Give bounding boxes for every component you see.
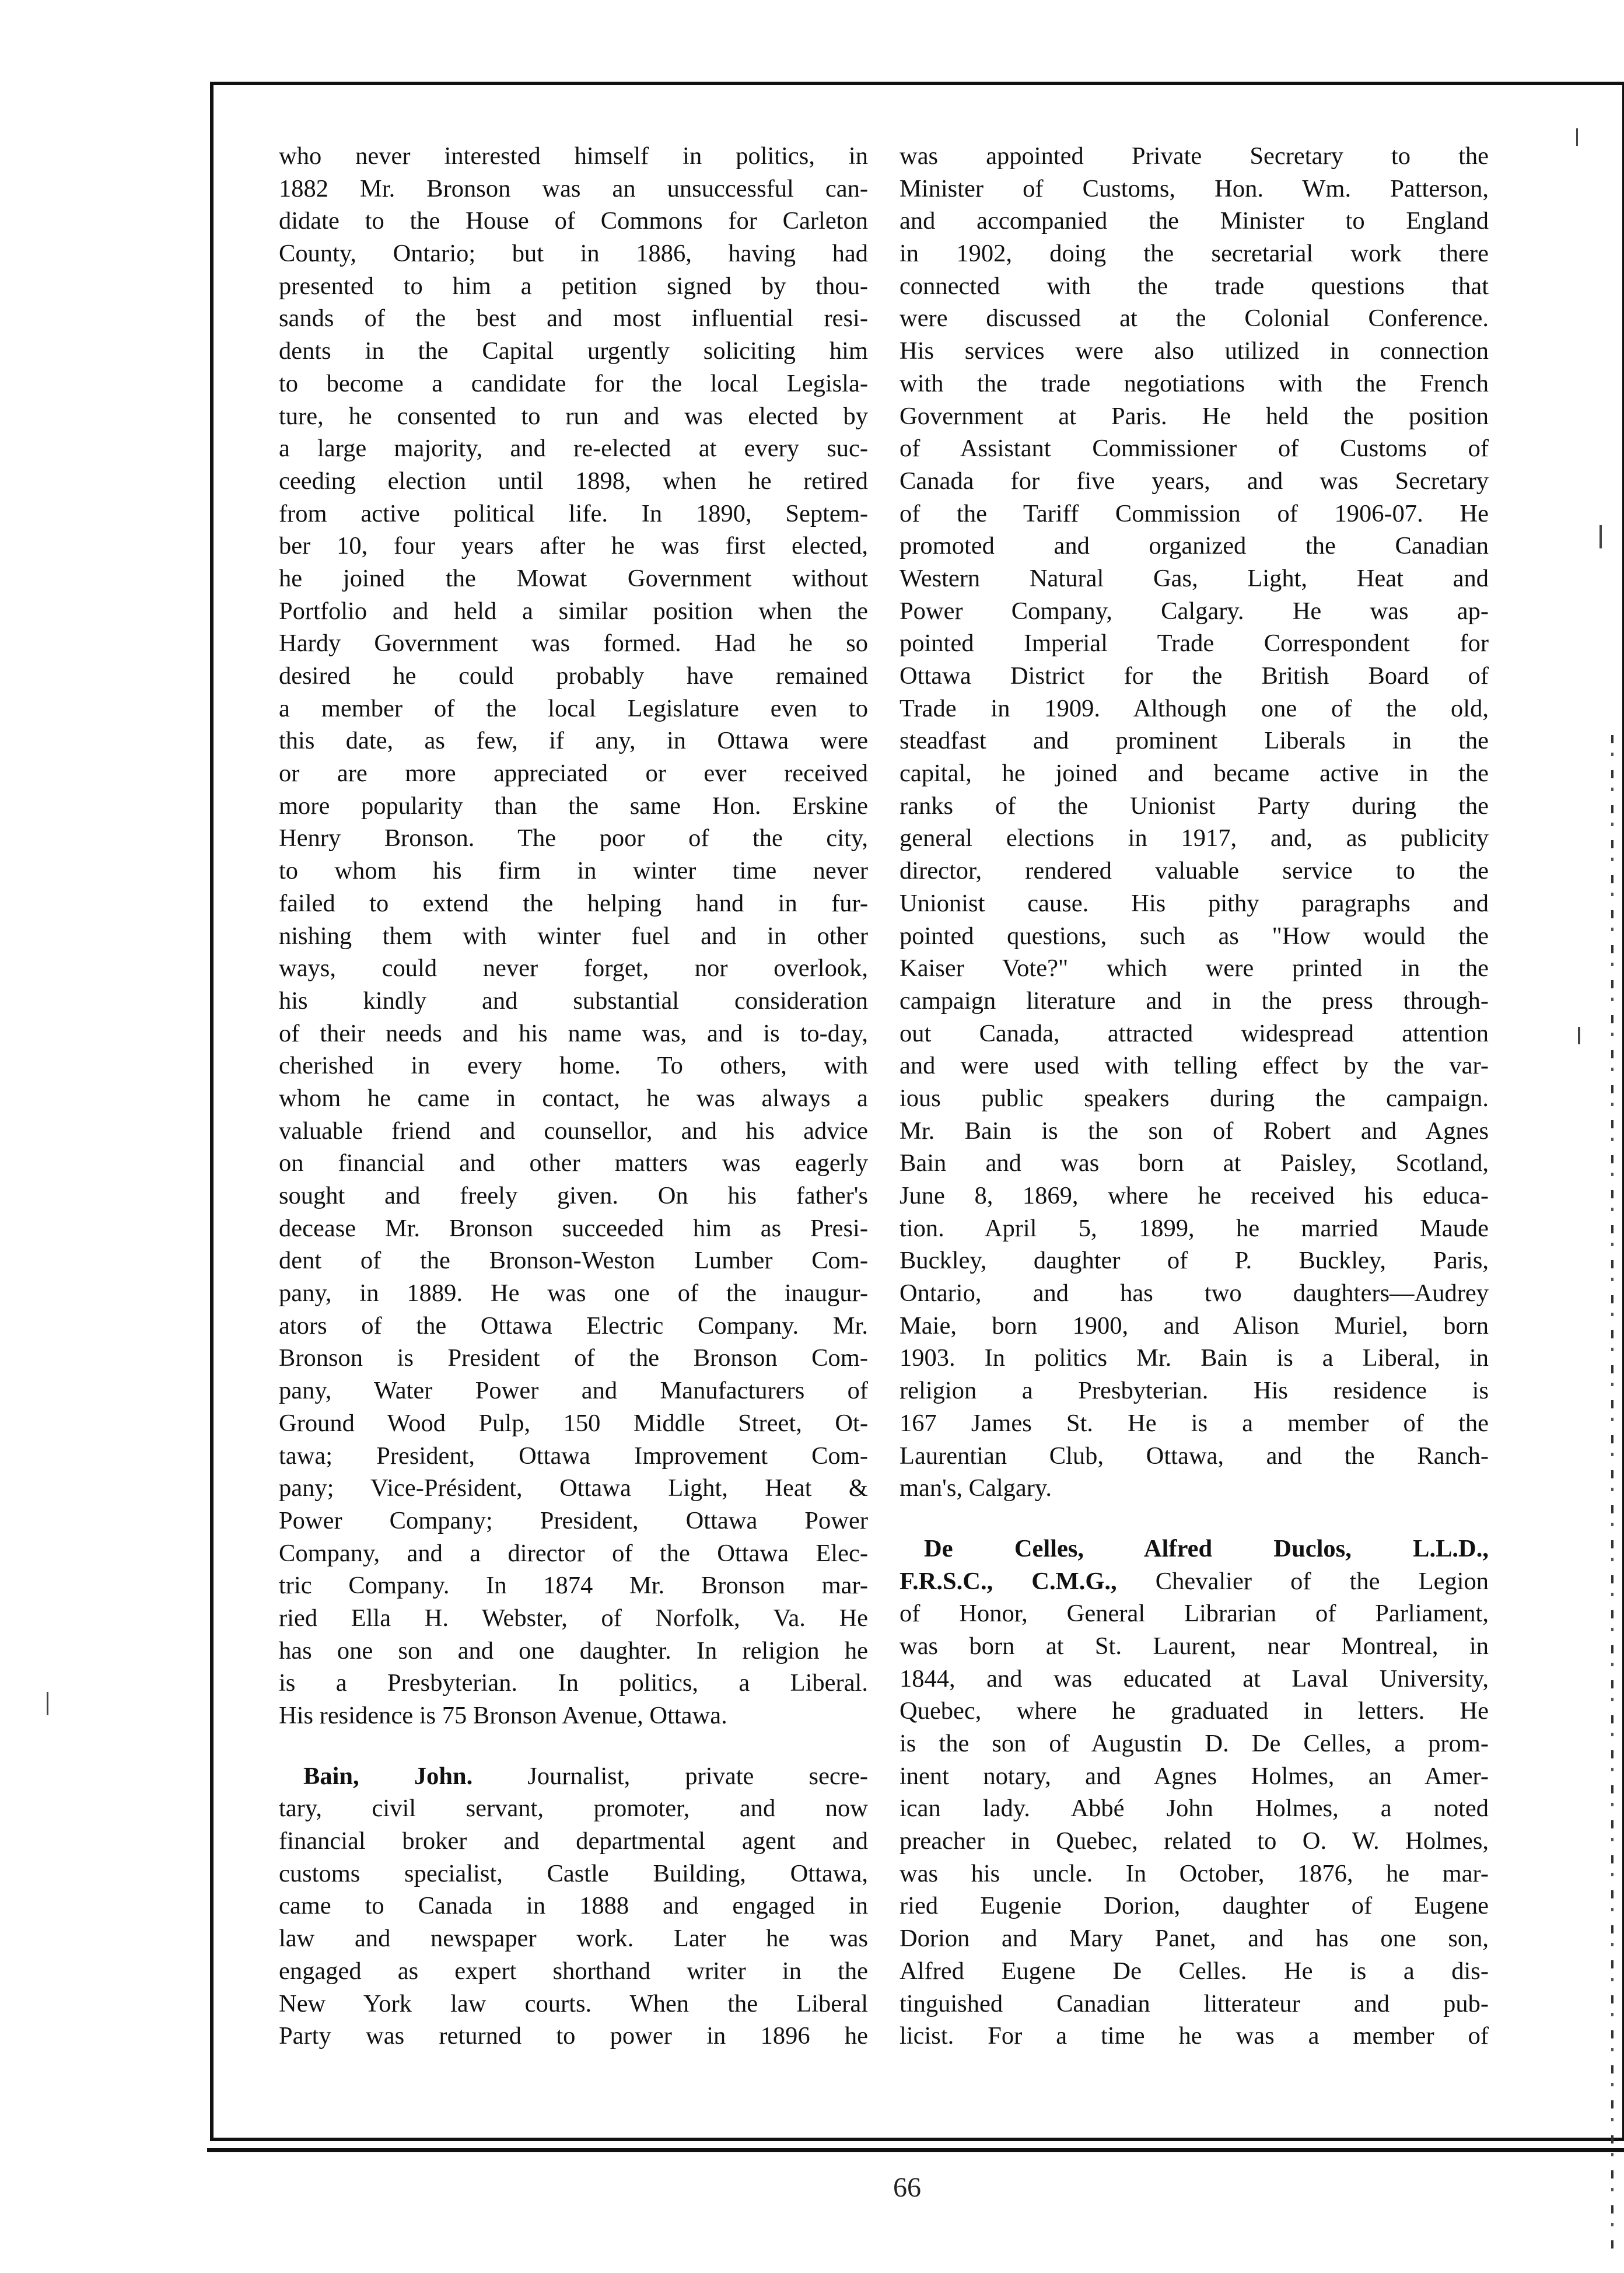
text-line: who never interested himself in politics, in <box>279 142 868 170</box>
scan-mark <box>1576 128 1578 146</box>
text-line: Alfred Eugene De Celles. He is a dis- <box>900 1957 1489 1985</box>
text-line: Canada for five years, and was Secretary <box>900 467 1489 495</box>
text-line: nishing them with winter fuel and in other <box>279 922 868 950</box>
text-line: whom he came in contact, he was always a <box>279 1084 868 1112</box>
paragraph-gap <box>279 1732 868 1760</box>
text-line: man's, Calgary. <box>900 1474 1052 1502</box>
text-line: Portfolio and held a similar position when the <box>279 597 868 625</box>
text-line: cherished in every home. To others, with <box>279 1052 868 1080</box>
text-line: pany, in 1889. He was one of the inaugur- <box>279 1279 868 1307</box>
right-column <box>900 140 1489 2052</box>
entry-text: Journalist, private secre- <box>473 1762 868 1790</box>
entry-heading-bain <box>279 1760 868 1793</box>
text-line: Party was returned to power in 1896 he <box>279 2022 868 2050</box>
text-line: tawa; President, Ottawa Improvement Com- <box>279 1442 868 1470</box>
text-line: pointed Imperial Trade Correspondent for <box>900 630 1489 658</box>
text-line: campaign literature and in the press through- <box>900 987 1489 1015</box>
text-line: Western Natural Gas, Light, Heat and <box>900 564 1489 592</box>
text-line: inent notary, and Agnes Holmes, an Amer- <box>900 1762 1489 1790</box>
text-line: tinguished Canadian litterateur and pub- <box>900 1989 1489 2017</box>
text-line: ture, he consented to run and was elected by <box>279 402 868 430</box>
text-line: tary, civil servant, promoter, and now <box>279 1795 868 1823</box>
bottom-rule <box>207 2148 1624 2152</box>
text-line: steadfast and prominent Liberals in the <box>900 727 1489 755</box>
text-line: Hardy Government was formed. Had he so <box>279 630 868 658</box>
text-line: 1882 Mr. Bronson was an unsuccessful can- <box>279 174 868 202</box>
text-line: promoted and organized the Canadian <box>900 532 1489 560</box>
text-line: dents in the Capital urgently soliciting him <box>279 337 868 365</box>
paragraph-gap <box>900 1505 1489 1533</box>
text-line: and were used with telling effect by the var- <box>900 1052 1489 1080</box>
text-line: preacher in Quebec, related to O. W. Holmes, <box>900 1827 1489 1855</box>
text-line: His services were also utilized in connection <box>900 337 1489 365</box>
text-line: County, Ontario; but in 1886, having had <box>279 240 868 268</box>
text-line: decease Mr. Bronson succeeded him as Presi- <box>279 1214 868 1242</box>
text-line: on financial and other matters was eagerly <box>279 1149 868 1177</box>
text-line: religion a Presbyterian. His residence is <box>900 1377 1489 1405</box>
text-line: pointed questions, such as "How would the <box>900 922 1489 950</box>
text-line: ber 10, four years after he was first elected, <box>279 532 868 560</box>
text-line: with the trade negotiations with the French <box>900 369 1489 397</box>
text-line: and accompanied the Minister to England <box>900 207 1489 235</box>
entry-name: De Celles, Alfred Duclos, L.L.D., <box>924 1534 1489 1562</box>
text-line: has one son and one daughter. In religion he <box>279 1636 868 1664</box>
text-line: ceeding election until 1898, when he retired <box>279 467 868 495</box>
text-line: Buckley, daughter of P. Buckley, Paris, <box>900 1247 1489 1275</box>
text-line: His residence is 75 Bronson Avenue, Ottawa. <box>279 1702 727 1729</box>
text-line: Kaiser Vote?" which were printed in the <box>900 954 1489 982</box>
text-line: Power Company, Calgary. He was ap- <box>900 597 1489 625</box>
text-line: tion. April 5, 1899, he married Maude <box>900 1214 1489 1242</box>
text-line: is a Presbyterian. In politics, a Liberal. <box>279 1669 868 1697</box>
text-line: of the Tariff Commission of 1906-07. He <box>900 499 1489 527</box>
text-line: presented to him a petition signed by thou- <box>279 272 868 300</box>
text-line: dent of the Bronson-Weston Lumber Com- <box>279 1247 868 1275</box>
text-line: Unionist cause. His pithy paragraphs and <box>900 889 1489 917</box>
text-line: Quebec, where he graduated in letters. He <box>900 1697 1489 1725</box>
text-line: 167 James St. He is a member of the <box>900 1409 1489 1437</box>
text-line: ious public speakers during the campaign. <box>900 1084 1489 1112</box>
text-line: Dorion and Mary Panet, and has one son, <box>900 1925 1489 1953</box>
text-line: pany, Water Power and Manufacturers of <box>279 1377 868 1405</box>
text-line: didate to the House of Commons for Carleton <box>279 207 868 235</box>
text-line: were discussed at the Colonial Conference. <box>900 305 1489 333</box>
text-line: to become a candidate for the local Legisla- <box>279 369 868 397</box>
entry-name: Bain, John. <box>303 1762 473 1790</box>
text-line: licist. For a time he was a member of <box>900 2022 1489 2050</box>
text-line: Bronson is President of the Bronson Com- <box>279 1344 868 1372</box>
text-line: New York law courts. When the Liberal <box>279 1989 868 2017</box>
text-line: is the son of Augustin D. De Celles, a prom- <box>900 1730 1489 1757</box>
text-line: Maie, born 1900, and Alison Muriel, born <box>900 1312 1489 1340</box>
text-line: director, rendered valuable service to the <box>900 857 1489 885</box>
text-line: ways, could never forget, nor overlook, <box>279 954 868 982</box>
text-line: Power Company; President, Ottawa Power <box>279 1506 868 1534</box>
text-line: law and newspaper work. Later he was <box>279 1925 868 1953</box>
text-line: pany; Vice-Président, Ottawa Light, Heat & <box>279 1474 868 1502</box>
text-line: 1903. In politics Mr. Bain is a Liberal, in <box>900 1344 1489 1372</box>
text-line: to whom his firm in winter time never <box>279 857 868 885</box>
text-line: failed to extend the helping hand in fur- <box>279 889 868 917</box>
text-line: out Canada, attracted widespread attention <box>900 1019 1489 1047</box>
entry-heading-decelles-cont <box>900 1565 1489 1598</box>
text-line: Mr. Bain is the son of Robert and Agnes <box>900 1117 1489 1145</box>
text-line: ried Eugenie Dorion, daughter of Eugene <box>900 1892 1489 1920</box>
text-line: in 1902, doing the secretarial work there <box>900 240 1489 268</box>
text-line: Minister of Customs, Hon. Wm. Patterson, <box>900 174 1489 202</box>
text-line: sought and freely given. On his father's <box>279 1182 868 1209</box>
text-line: he joined the Mowat Government without <box>279 564 868 592</box>
text-line: sands of the best and most influential resi- <box>279 305 868 333</box>
text-line: was his uncle. In October, 1876, he mar- <box>900 1859 1489 1887</box>
text-line: June 8, 1869, where he received his educa- <box>900 1182 1489 1209</box>
text-line: connected with the trade questions that <box>900 272 1489 300</box>
text-line: Laurentian Club, Ottawa, and the Ranch- <box>900 1442 1489 1470</box>
text-line: Ground Wood Pulp, 150 Middle Street, Ot- <box>279 1409 868 1437</box>
entry-name: F.R.S.C., C.M.G., <box>900 1567 1117 1595</box>
text-line: was appointed Private Secretary to the <box>900 142 1489 170</box>
text-line: Bain and was born at Paisley, Scotland, <box>900 1149 1489 1177</box>
text-line: 1844, and was educated at Laval University, <box>900 1664 1489 1692</box>
entry-text: Chevalier of the Legion <box>1116 1567 1489 1595</box>
text-line: of Honor, General Librarian of Parliament, <box>900 1600 1489 1628</box>
text-line: Ottawa District for the British Board of <box>900 662 1489 690</box>
text-line: capital, he joined and became active in the <box>900 760 1489 788</box>
text-line: was born at St. Laurent, near Montreal, in <box>900 1632 1489 1660</box>
text-line: came to Canada in 1888 and engaged in <box>279 1892 868 1920</box>
text-line: a large majority, and re-elected at every suc- <box>279 435 868 463</box>
scan-mark <box>47 1692 48 1715</box>
text-line: Trade in 1909. Although one of the old, <box>900 694 1489 722</box>
text-line: or are more appreciated or ever received <box>279 760 868 788</box>
text-line: valuable friend and counsellor, and his advice <box>279 1117 868 1145</box>
text-line: customs specialist, Castle Building, Ottawa, <box>279 1859 868 1887</box>
left-column <box>279 140 868 2052</box>
text-line: ranks of the Unionist Party during the <box>900 792 1489 820</box>
text-line: a member of the local Legislature even to <box>279 694 868 722</box>
text-line: financial broker and departmental agent and <box>279 1827 868 1855</box>
text-line: more popularity than the same Hon. Erskine <box>279 792 868 820</box>
entry-heading-decelles <box>900 1533 1489 1565</box>
scan-mark <box>1600 525 1602 548</box>
scan-mark <box>1578 1027 1580 1044</box>
text-line: tric Company. In 1874 Mr. Bronson mar- <box>279 1572 868 1600</box>
text-line: desired he could probably have remained <box>279 662 868 690</box>
scan-edge-artifact <box>1611 735 1614 2252</box>
text-line: of Assistant Commissioner of Customs of <box>900 435 1489 463</box>
text-line: Ontario, and has two daughters—Audrey <box>900 1279 1489 1307</box>
text-line: ators of the Ottawa Electric Company. Mr. <box>279 1312 868 1340</box>
text-line: from active political life. In 1890, Septem- <box>279 499 868 527</box>
text-line: this date, as few, if any, in Ottawa were <box>279 727 868 755</box>
text-line: his kindly and substantial consideration <box>279 987 868 1015</box>
text-line: ican lady. Abbé John Holmes, a noted <box>900 1795 1489 1823</box>
text-line: ried Ella H. Webster, of Norfolk, Va. He <box>279 1604 868 1632</box>
text-line: engaged as expert shorthand writer in the <box>279 1957 868 1985</box>
text-line: Government at Paris. He held the position <box>900 402 1489 430</box>
page-number: 66 <box>893 2172 921 2203</box>
text-line: Company, and a director of the Ottawa Elec- <box>279 1539 868 1567</box>
text-line: of their needs and his name was, and is to-day, <box>279 1019 868 1047</box>
text-line: general elections in 1917, and, as publicity <box>900 824 1489 852</box>
text-line: Henry Bronson. The poor of the city, <box>279 824 868 852</box>
